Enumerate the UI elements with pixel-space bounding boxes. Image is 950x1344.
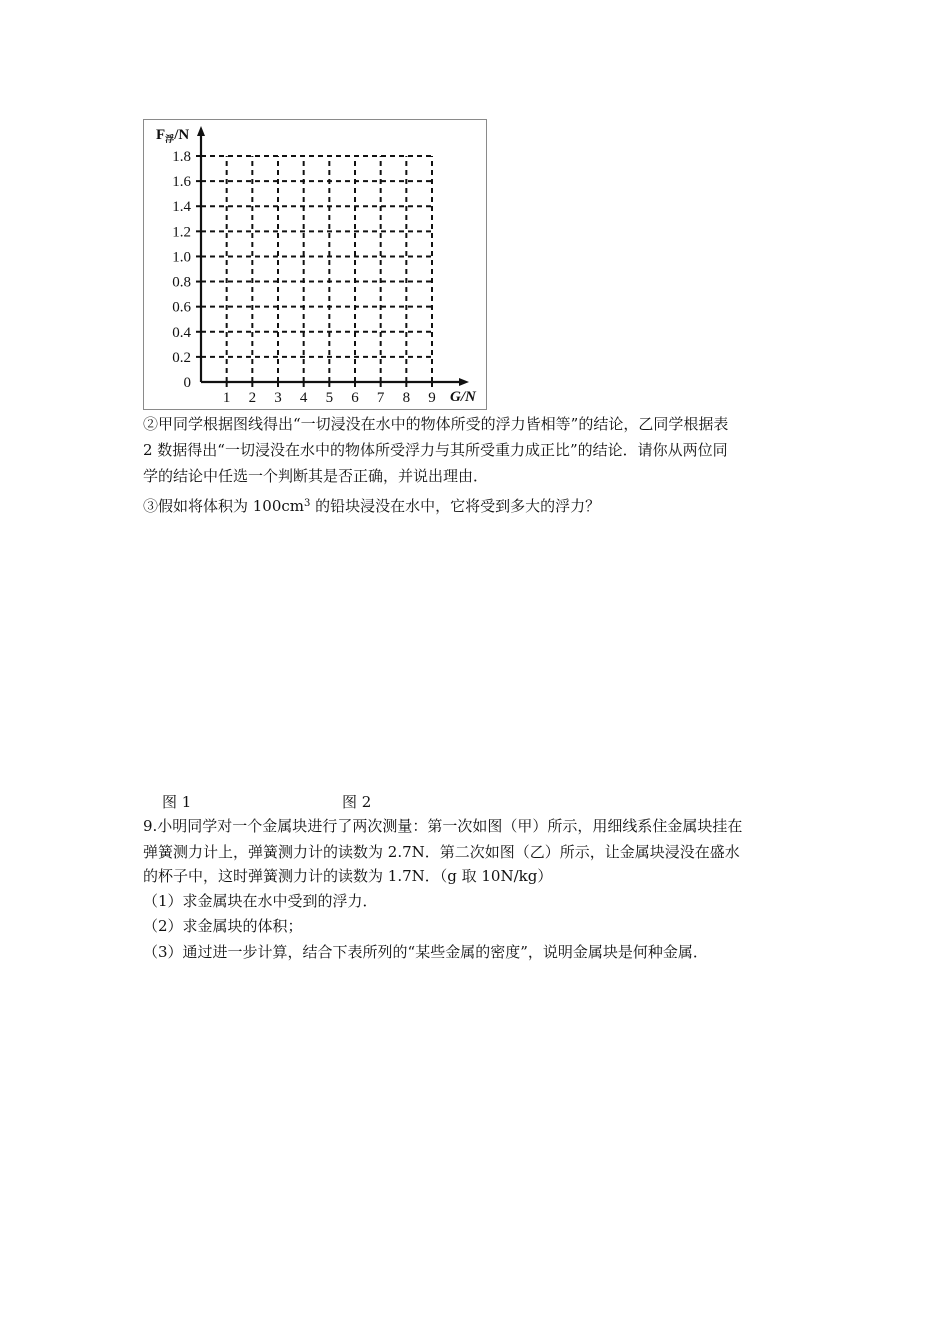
- x-tick-label: 1: [222, 390, 231, 406]
- y-tick-label: 0: [183, 375, 191, 391]
- y-tick-label: 1.4: [172, 199, 191, 216]
- problem-9-line-1: 9.小明同学对一个金属块进行了两次测量：第一次如图（甲）所示，用细线系住金属块挂在: [143, 817, 743, 835]
- y-tick-label: 1.0: [172, 249, 191, 266]
- problem-9-line-2: 弹簧测力计上，弹簧测力计的读数为 2.7N．第二次如图（乙）所示，让金属块浸没在盛水: [143, 843, 740, 861]
- x-tick-label: 7: [376, 390, 385, 406]
- question-3-text-after: 的铅块浸没在水中，它将受到多大的浮力？: [310, 497, 601, 515]
- buoyancy-graph-svg: [144, 120, 486, 409]
- problem-9-line-3: 的杯子中，这时弹簧测力计的读数为 1.7N．（g 取 10N/kg）: [143, 867, 553, 885]
- x-tick-label: 6: [351, 390, 359, 406]
- x-tick-label: 8: [402, 390, 411, 406]
- question-2-line-1: ②甲同学根据图线得出“一切浸没在水中的物体所受的浮力皆相等”的结论，乙同学根据表: [143, 415, 729, 433]
- y-tick-label: 0.6: [172, 299, 191, 316]
- y-axis-label: $F_浮/N$: [156, 127, 190, 144]
- x-tick-label: 9: [428, 390, 436, 406]
- figure-2-label: 图 2: [342, 793, 372, 811]
- x-tick-label: 4: [299, 390, 308, 406]
- question-3-text-before: ③假如将体积为 100cm: [143, 497, 305, 515]
- buoyancy-graph-figure: [143, 119, 487, 410]
- y-tick-label: 1.8: [172, 149, 191, 165]
- problem-9-subquestion-1: （1）求金属块在水中受到的浮力．: [143, 892, 378, 910]
- figure-1-label: 图 1: [162, 793, 192, 811]
- y-tick-label: 1.6: [172, 174, 191, 191]
- x-tick-label: 5: [325, 390, 334, 406]
- x-axis-label: G/N: [450, 389, 476, 405]
- y-tick-label: 0.4: [172, 324, 191, 341]
- x-tick-label: 3: [274, 390, 282, 406]
- problem-9-subquestion-2: （2）求金属块的体积；: [143, 917, 303, 935]
- cubic-superscript: 3: [304, 498, 311, 509]
- question-3-line: [143, 493, 600, 517]
- x-tick-label: 2: [248, 390, 257, 406]
- x-axis-arrow: [459, 378, 469, 386]
- question-2-line-3: 学的结论中任选一个判断其是否正确，并说出理由．: [143, 467, 489, 485]
- y-tick-label: 0.8: [172, 274, 191, 291]
- y-axis-arrow: [197, 126, 205, 136]
- problem-9-subquestion-3: （3）通过进一步计算，结合下表所列的“某些金属的密度”，说明金属块是何种金属．: [143, 943, 708, 961]
- y-tick-label: 1.2: [172, 224, 191, 241]
- y-tick-label: 0.2: [172, 349, 191, 366]
- question-2-line-2: 2 数据得出“一切浸没在水中的物体所受浮力与其所受重力成正比”的结论．请你从两位同: [143, 441, 728, 459]
